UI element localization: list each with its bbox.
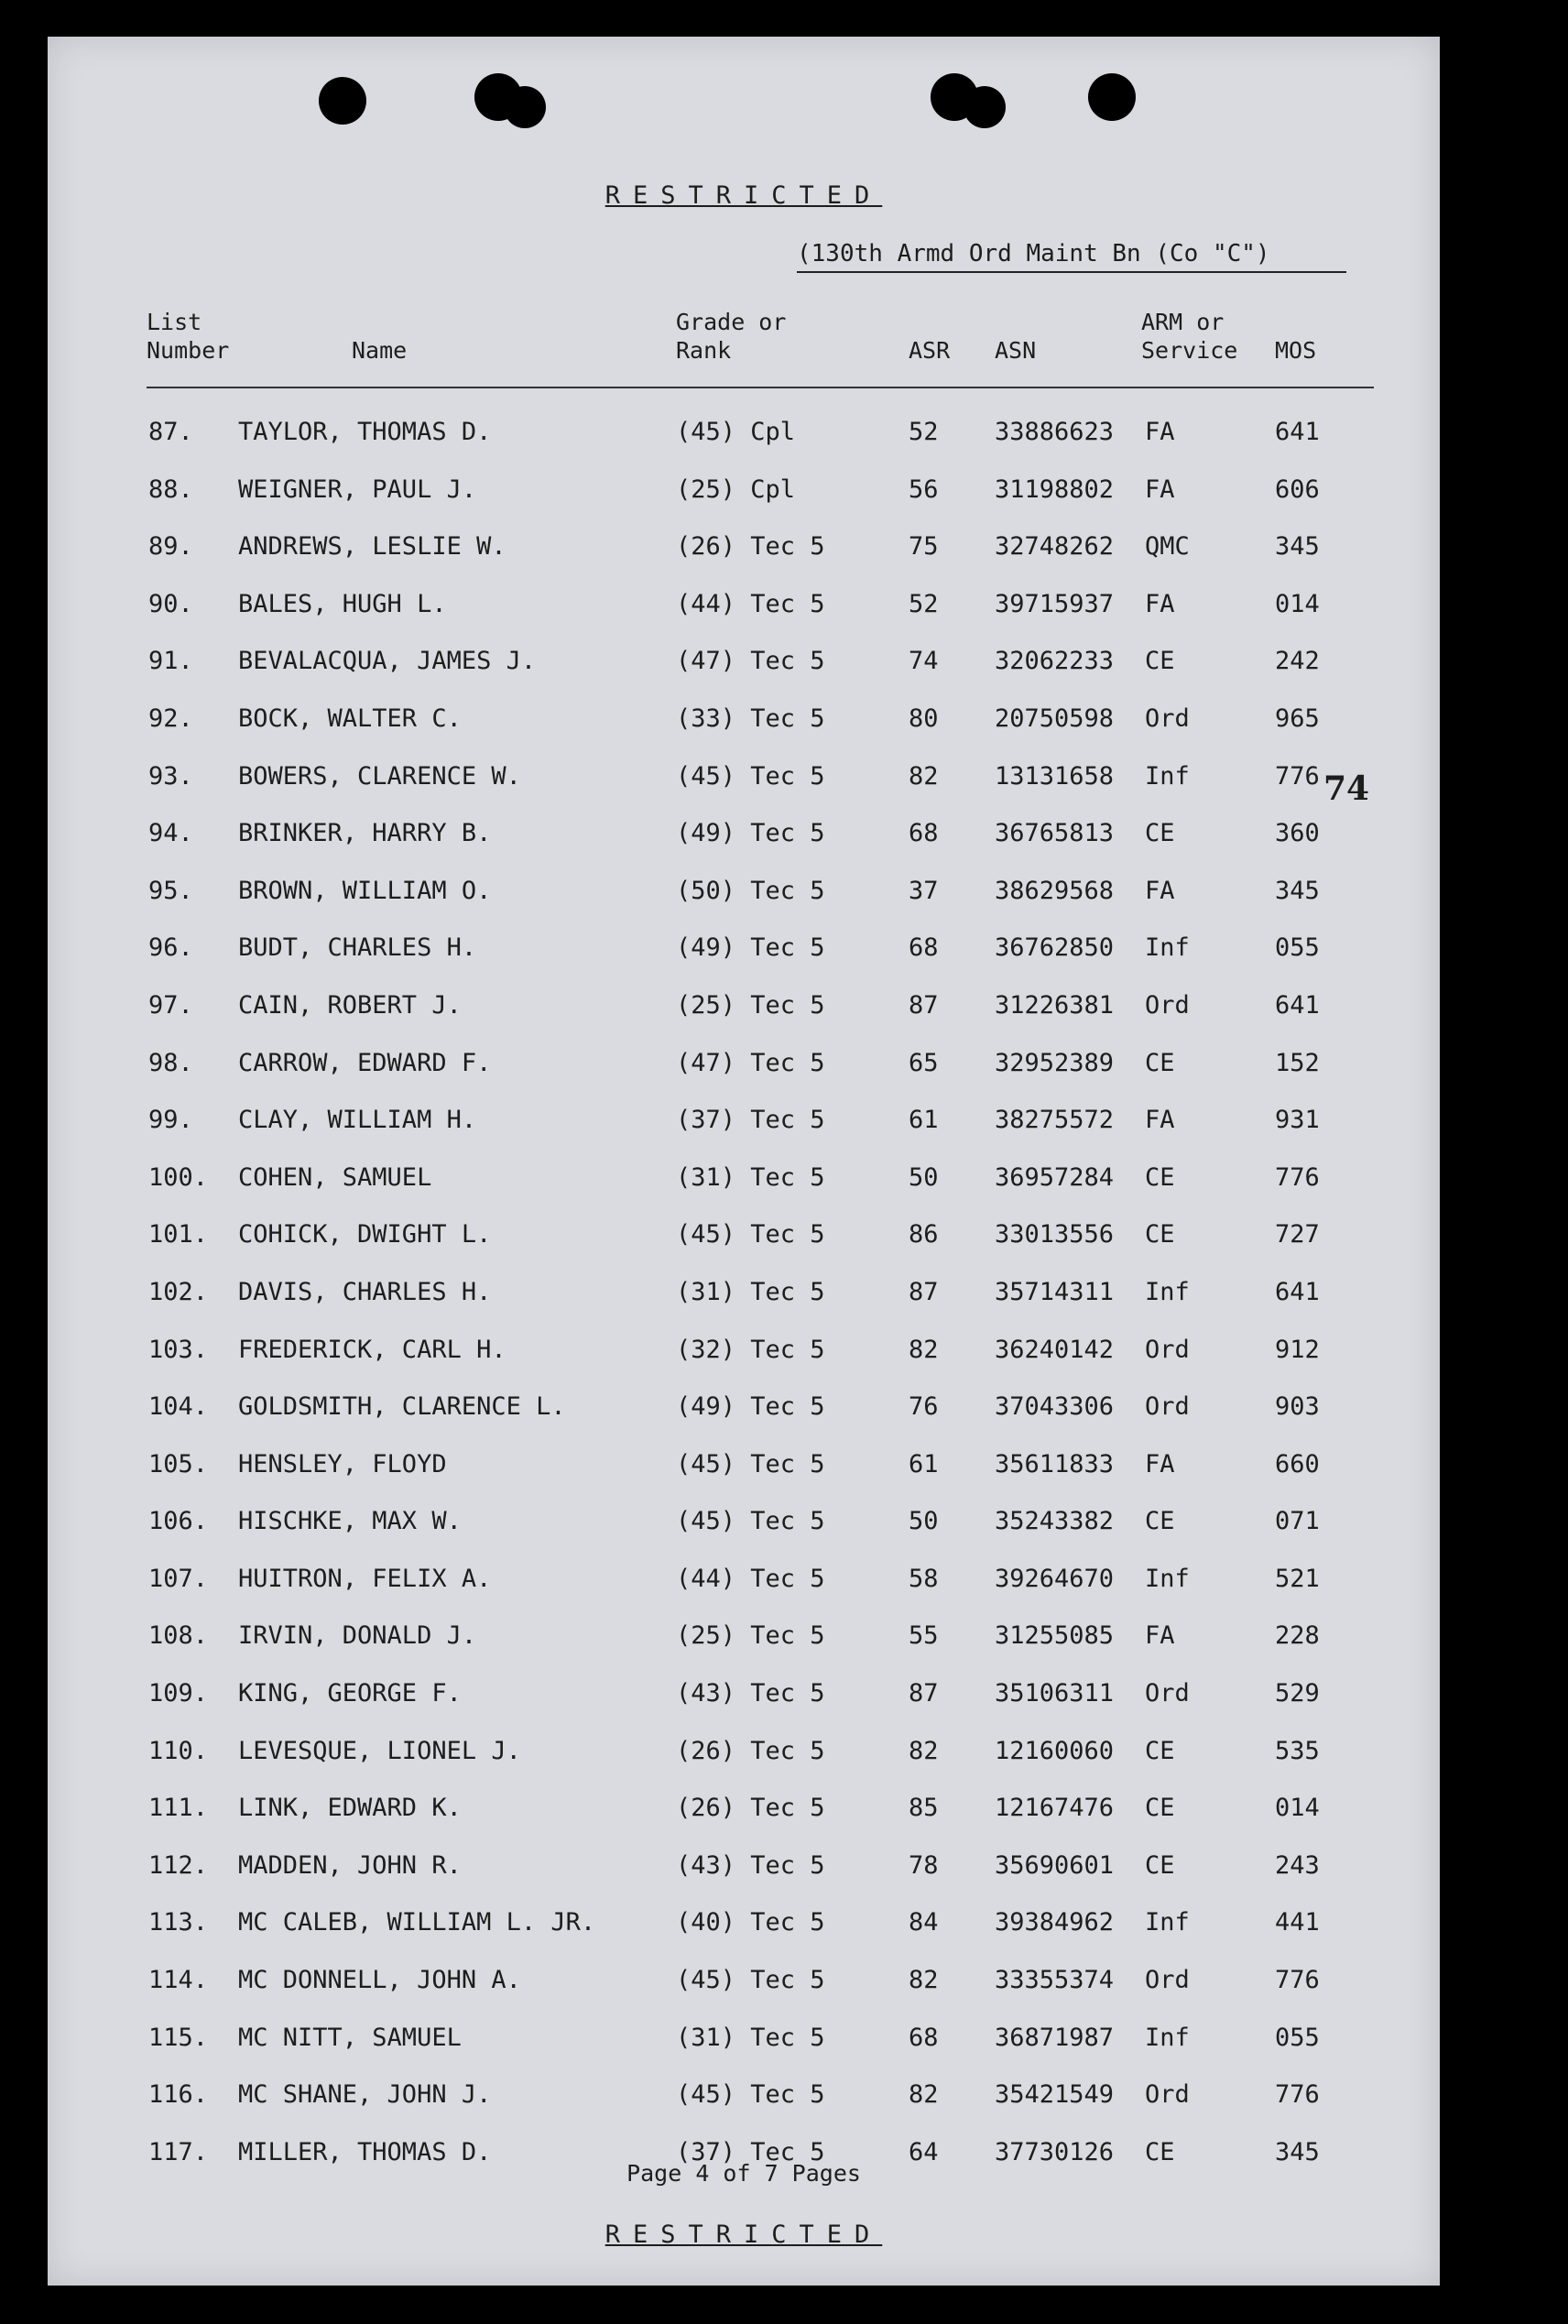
cell-mos: 345 bbox=[1275, 876, 1320, 905]
cell-grade: (40) Tec 5 bbox=[676, 1908, 825, 1937]
cell-asr: 68 bbox=[909, 933, 939, 963]
cell-grade: (43) Tec 5 bbox=[676, 1850, 825, 1880]
cell-asn: 36762850 bbox=[995, 933, 1115, 963]
cell-mos: 776 bbox=[1275, 1162, 1320, 1192]
cell-mos: 521 bbox=[1275, 1564, 1320, 1593]
cell-name: ANDREWS, LESLIE W. bbox=[238, 532, 506, 562]
header-arm: ARM or Service bbox=[1141, 309, 1238, 364]
cell-mos: 014 bbox=[1275, 1794, 1320, 1823]
cell-num: 97. bbox=[148, 990, 193, 1020]
cell-num: 90. bbox=[148, 589, 193, 618]
cell-arm: FA bbox=[1145, 475, 1175, 504]
cell-mos: 152 bbox=[1275, 1048, 1320, 1077]
cell-grade: (25) Tec 5 bbox=[676, 1621, 825, 1651]
table-row bbox=[48, 1844, 1440, 1902]
cell-arm: CE bbox=[1145, 1507, 1175, 1536]
header-list-number: List Number bbox=[147, 309, 230, 364]
cell-num: 108. bbox=[148, 1621, 209, 1651]
table-row bbox=[48, 1557, 1440, 1615]
cell-arm: CE bbox=[1145, 2137, 1175, 2166]
cell-mos: 606 bbox=[1275, 475, 1320, 504]
table-row bbox=[48, 697, 1440, 755]
cell-mos: 727 bbox=[1275, 1220, 1320, 1249]
document-page bbox=[48, 37, 1440, 2286]
cell-num: 115. bbox=[148, 2023, 209, 2052]
cell-mos: 641 bbox=[1275, 418, 1320, 446]
cell-grade: (44) Tec 5 bbox=[676, 589, 825, 618]
cell-asr: 82 bbox=[909, 2080, 939, 2110]
cell-grade: (31) Tec 5 bbox=[676, 2023, 825, 2052]
cell-asn: 36957284 bbox=[995, 1162, 1115, 1192]
cell-asr: 55 bbox=[909, 1621, 939, 1651]
punch-hole bbox=[1088, 73, 1136, 121]
cell-num: 112. bbox=[148, 1850, 209, 1880]
cell-arm: Inf bbox=[1145, 1908, 1190, 1937]
cell-asr: 64 bbox=[909, 2137, 939, 2166]
table-row bbox=[48, 755, 1440, 813]
cell-asn: 33355374 bbox=[995, 1966, 1115, 1995]
cell-num: 98. bbox=[148, 1048, 193, 1077]
cell-mos: 441 bbox=[1275, 1908, 1320, 1937]
cell-arm: FA bbox=[1145, 1621, 1175, 1651]
cell-name: COHEN, SAMUEL bbox=[238, 1162, 432, 1192]
cell-asn: 37730126 bbox=[995, 2137, 1115, 2166]
cell-mos: 776 bbox=[1275, 1966, 1320, 1995]
cell-asr: 74 bbox=[909, 647, 939, 676]
cell-asr: 84 bbox=[909, 1908, 939, 1937]
cell-grade: (45) Tec 5 bbox=[676, 1449, 825, 1478]
cell-name: MC CALEB, WILLIAM L. JR. bbox=[238, 1908, 596, 1937]
cell-asr: 50 bbox=[909, 1507, 939, 1536]
cell-asn: 32062233 bbox=[995, 647, 1115, 676]
cell-num: 87. bbox=[148, 418, 193, 446]
table-row bbox=[48, 2073, 1440, 2131]
cell-asn: 39384962 bbox=[995, 1908, 1115, 1937]
cell-grade: (45) Tec 5 bbox=[676, 1966, 825, 1995]
cell-arm: FA bbox=[1145, 418, 1175, 446]
cell-asn: 38629568 bbox=[995, 876, 1115, 905]
cell-grade: (33) Tec 5 bbox=[676, 704, 825, 733]
cell-arm: Inf bbox=[1145, 2023, 1190, 2052]
cell-asn: 20750598 bbox=[995, 704, 1115, 733]
cell-asn: 36240142 bbox=[995, 1335, 1115, 1364]
cell-name: MADDEN, JOHN R. bbox=[238, 1850, 462, 1880]
table-row bbox=[48, 639, 1440, 697]
table-row bbox=[48, 1098, 1440, 1156]
cell-asr: 82 bbox=[909, 761, 939, 791]
cell-asr: 56 bbox=[909, 475, 939, 504]
cell-mos: 071 bbox=[1275, 1507, 1320, 1536]
cell-name: MC NITT, SAMUEL bbox=[238, 2023, 462, 2052]
cell-arm: CE bbox=[1145, 647, 1175, 676]
table-row bbox=[48, 1042, 1440, 1099]
cell-name: BROWN, WILLIAM O. bbox=[238, 876, 492, 905]
cell-num: 102. bbox=[148, 1277, 209, 1306]
cell-asr: 78 bbox=[909, 1850, 939, 1880]
cell-arm: Ord bbox=[1145, 704, 1190, 733]
cell-asr: 61 bbox=[909, 1449, 939, 1478]
cell-grade: (26) Tec 5 bbox=[676, 1736, 825, 1765]
cell-asr: 52 bbox=[909, 589, 939, 618]
cell-num: 91. bbox=[148, 647, 193, 676]
cell-name: MC SHANE, JOHN J. bbox=[238, 2080, 492, 2110]
cell-mos: 055 bbox=[1275, 2023, 1320, 2052]
classification-footer: RESTRICTED bbox=[604, 2220, 883, 2249]
cell-name: MILLER, THOMAS D. bbox=[238, 2137, 492, 2166]
table-row bbox=[48, 1328, 1440, 1386]
cell-num: 89. bbox=[148, 532, 193, 562]
table-row bbox=[48, 1213, 1440, 1271]
cell-mos: 360 bbox=[1275, 819, 1320, 848]
table-row bbox=[48, 525, 1440, 583]
cell-num: 117. bbox=[148, 2137, 209, 2166]
cell-asn: 35106311 bbox=[995, 1679, 1115, 1708]
cell-asn: 12160060 bbox=[995, 1736, 1115, 1765]
cell-mos: 776 bbox=[1275, 2080, 1320, 2110]
cell-name: LINK, EDWARD K. bbox=[238, 1794, 462, 1823]
cell-asr: 82 bbox=[909, 1736, 939, 1765]
cell-asr: 52 bbox=[909, 418, 939, 446]
table-row bbox=[48, 1672, 1440, 1729]
cell-mos: 242 bbox=[1275, 647, 1320, 676]
cell-name: IRVIN, DONALD J. bbox=[238, 1621, 477, 1651]
cell-asr: 80 bbox=[909, 704, 939, 733]
cell-mos: 055 bbox=[1275, 933, 1320, 963]
table-row bbox=[48, 1958, 1440, 2016]
cell-mos: 243 bbox=[1275, 1850, 1320, 1880]
cell-asn: 35611833 bbox=[995, 1449, 1115, 1478]
cell-asn: 35421549 bbox=[995, 2080, 1115, 2110]
cell-num: 109. bbox=[148, 1679, 209, 1708]
cell-name: WEIGNER, PAUL J. bbox=[238, 475, 477, 504]
cell-grade: (45) Tec 5 bbox=[676, 1507, 825, 1536]
cell-grade: (25) Tec 5 bbox=[676, 990, 825, 1020]
cell-grade: (31) Tec 5 bbox=[676, 1277, 825, 1306]
cell-mos: 776 bbox=[1275, 761, 1320, 791]
cell-grade: (31) Tec 5 bbox=[676, 1162, 825, 1192]
cell-mos: 912 bbox=[1275, 1335, 1320, 1364]
cell-num: 88. bbox=[148, 475, 193, 504]
table-row bbox=[48, 2016, 1440, 2074]
cell-arm: CE bbox=[1145, 1850, 1175, 1880]
cell-num: 111. bbox=[148, 1794, 209, 1823]
cell-asr: 86 bbox=[909, 1220, 939, 1249]
cell-name: BOWERS, CLARENCE W. bbox=[238, 761, 521, 791]
cell-arm: CE bbox=[1145, 819, 1175, 848]
cell-grade: (49) Tec 5 bbox=[676, 819, 825, 848]
cell-mos: 014 bbox=[1275, 589, 1320, 618]
cell-asr: 65 bbox=[909, 1048, 939, 1077]
cell-mos: 965 bbox=[1275, 704, 1320, 733]
cell-mos: 228 bbox=[1275, 1621, 1320, 1651]
cell-arm: Inf bbox=[1145, 761, 1190, 791]
cell-asr: 85 bbox=[909, 1794, 939, 1823]
cell-name: DAVIS, CHARLES H. bbox=[238, 1277, 492, 1306]
cell-arm: Ord bbox=[1145, 1679, 1190, 1708]
cell-name: HENSLEY, FLOYD bbox=[238, 1449, 447, 1478]
cell-asn: 36765813 bbox=[995, 819, 1115, 848]
cell-asn: 31255085 bbox=[995, 1621, 1115, 1651]
cell-arm: FA bbox=[1145, 876, 1175, 905]
cell-num: 105. bbox=[148, 1449, 209, 1478]
cell-asr: 61 bbox=[909, 1106, 939, 1135]
header-grade: Grade or Rank bbox=[676, 309, 787, 364]
cell-asr: 50 bbox=[909, 1162, 939, 1192]
cell-name: CARROW, EDWARD F. bbox=[238, 1048, 492, 1077]
cell-arm: FA bbox=[1145, 1106, 1175, 1135]
cell-name: BRINKER, HARRY B. bbox=[238, 819, 492, 848]
cell-num: 93. bbox=[148, 761, 193, 791]
cell-name: FREDERICK, CARL H. bbox=[238, 1335, 506, 1364]
cell-num: 99. bbox=[148, 1106, 193, 1135]
table-row bbox=[48, 1156, 1440, 1214]
cell-asr: 82 bbox=[909, 1966, 939, 1995]
cell-asr: 82 bbox=[909, 1335, 939, 1364]
table-row bbox=[48, 1271, 1440, 1328]
cell-grade: (47) Tec 5 bbox=[676, 1048, 825, 1077]
cell-name: KING, GEORGE F. bbox=[238, 1679, 462, 1708]
cell-mos: 641 bbox=[1275, 990, 1320, 1020]
cell-grade: (25) Cpl bbox=[676, 475, 796, 504]
cell-grade: (26) Tec 5 bbox=[676, 532, 825, 562]
cell-name: BUDT, CHARLES H. bbox=[238, 933, 477, 963]
cell-num: 110. bbox=[148, 1736, 209, 1765]
cell-mos: 931 bbox=[1275, 1106, 1320, 1135]
cell-grade: (49) Tec 5 bbox=[676, 933, 825, 963]
cell-num: 114. bbox=[148, 1966, 209, 1995]
cell-arm: Ord bbox=[1145, 990, 1190, 1020]
cell-asn: 33886623 bbox=[995, 418, 1115, 446]
table-row bbox=[48, 926, 1440, 984]
punch-hole bbox=[319, 77, 366, 125]
cell-mos: 641 bbox=[1275, 1277, 1320, 1306]
cell-mos: 660 bbox=[1275, 1449, 1320, 1478]
personnel-table bbox=[48, 410, 1440, 2188]
cell-arm: Inf bbox=[1145, 933, 1190, 963]
table-row bbox=[48, 1901, 1440, 1958]
cell-num: 100. bbox=[148, 1162, 209, 1192]
cell-asr: 68 bbox=[909, 819, 939, 848]
cell-name: MC DONNELL, JOHN A. bbox=[238, 1966, 521, 1995]
cell-asr: 87 bbox=[909, 1679, 939, 1708]
cell-arm: Ord bbox=[1145, 1335, 1190, 1364]
punch-hole bbox=[504, 86, 546, 128]
cell-asn: 35690601 bbox=[995, 1850, 1115, 1880]
punch-hole bbox=[964, 86, 1006, 128]
header-asn: ASN bbox=[995, 337, 1037, 364]
table-row bbox=[48, 410, 1440, 468]
table-row bbox=[48, 468, 1440, 526]
table-row bbox=[48, 583, 1440, 640]
classification-header: RESTRICTED bbox=[604, 181, 883, 210]
cell-grade: (26) Tec 5 bbox=[676, 1794, 825, 1823]
cell-mos: 345 bbox=[1275, 532, 1320, 562]
cell-arm: Ord bbox=[1145, 1966, 1190, 1995]
cell-name: COHICK, DWIGHT L. bbox=[238, 1220, 492, 1249]
cell-num: 107. bbox=[148, 1564, 209, 1593]
cell-grade: (45) Tec 5 bbox=[676, 2080, 825, 2110]
cell-arm: CE bbox=[1145, 1048, 1175, 1077]
cell-arm: Ord bbox=[1145, 1392, 1190, 1422]
cell-grade: (45) Cpl bbox=[676, 418, 796, 446]
cell-name: HUITRON, FELIX A. bbox=[238, 1564, 492, 1593]
cell-mos: 903 bbox=[1275, 1392, 1320, 1422]
cell-grade: (37) Tec 5 bbox=[676, 2137, 825, 2166]
table-row bbox=[48, 1729, 1440, 1787]
cell-asn: 36871987 bbox=[995, 2023, 1115, 2052]
cell-asn: 13131658 bbox=[995, 761, 1115, 791]
handwritten-mos-note: 74 bbox=[1323, 769, 1370, 808]
cell-asr: 87 bbox=[909, 990, 939, 1020]
table-row bbox=[48, 1786, 1440, 1844]
header-asr: ASR bbox=[909, 337, 951, 364]
cell-num: 113. bbox=[148, 1908, 209, 1937]
cell-asr: 75 bbox=[909, 532, 939, 562]
cell-num: 104. bbox=[148, 1392, 209, 1422]
header-mos: MOS bbox=[1275, 337, 1317, 364]
cell-asr: 37 bbox=[909, 876, 939, 905]
cell-asn: 37043306 bbox=[995, 1392, 1115, 1422]
cell-grade: (49) Tec 5 bbox=[676, 1392, 825, 1422]
cell-asn: 38275572 bbox=[995, 1106, 1115, 1135]
unit-designation: (130th Armd Ord Maint Bn (Co "C") bbox=[797, 240, 1346, 273]
cell-arm: CE bbox=[1145, 1162, 1175, 1192]
cell-name: BEVALACQUA, JAMES J. bbox=[238, 647, 537, 676]
cell-num: 95. bbox=[148, 876, 193, 905]
cell-name: CLAY, WILLIAM H. bbox=[238, 1106, 477, 1135]
cell-num: 116. bbox=[148, 2080, 209, 2110]
cell-grade: (50) Tec 5 bbox=[676, 876, 825, 905]
cell-asn: 35714311 bbox=[995, 1277, 1115, 1306]
cell-asn: 33013556 bbox=[995, 1220, 1115, 1249]
table-row bbox=[48, 1385, 1440, 1443]
cell-asn: 35243382 bbox=[995, 1507, 1115, 1536]
header-name: Name bbox=[352, 337, 408, 364]
cell-asn: 39264670 bbox=[995, 1564, 1115, 1593]
page-indicator: Page 4 of 7 Pages bbox=[626, 2160, 861, 2187]
cell-name: CAIN, ROBERT J. bbox=[238, 990, 462, 1020]
cell-num: 92. bbox=[148, 704, 193, 733]
cell-num: 96. bbox=[148, 933, 193, 963]
cell-name: GOLDSMITH, CLARENCE L. bbox=[238, 1392, 566, 1422]
cell-mos: 529 bbox=[1275, 1679, 1320, 1708]
cell-grade: (37) Tec 5 bbox=[676, 1106, 825, 1135]
cell-asn: 39715937 bbox=[995, 589, 1115, 618]
table-row bbox=[48, 812, 1440, 869]
cell-grade: (47) Tec 5 bbox=[676, 647, 825, 676]
table-row bbox=[48, 1614, 1440, 1672]
cell-num: 106. bbox=[148, 1507, 209, 1536]
cell-arm: FA bbox=[1145, 589, 1175, 618]
cell-num: 101. bbox=[148, 1220, 209, 1249]
cell-grade: (44) Tec 5 bbox=[676, 1564, 825, 1593]
cell-arm: CE bbox=[1145, 1736, 1175, 1765]
cell-arm: Ord bbox=[1145, 2080, 1190, 2110]
cell-asn: 31226381 bbox=[995, 990, 1115, 1020]
cell-asn: 31198802 bbox=[995, 475, 1115, 504]
table-row bbox=[48, 1500, 1440, 1557]
cell-grade: (43) Tec 5 bbox=[676, 1679, 825, 1708]
cell-asr: 58 bbox=[909, 1564, 939, 1593]
table-row bbox=[48, 869, 1440, 927]
cell-mos: 535 bbox=[1275, 1736, 1320, 1765]
cell-name: TAYLOR, THOMAS D. bbox=[238, 418, 492, 446]
cell-arm: Inf bbox=[1145, 1277, 1190, 1306]
cell-asn: 32748262 bbox=[995, 532, 1115, 562]
cell-name: HISCHKE, MAX W. bbox=[238, 1507, 462, 1536]
cell-asr: 87 bbox=[909, 1277, 939, 1306]
cell-name: LEVESQUE, LIONEL J. bbox=[238, 1736, 521, 1765]
cell-asn: 32952389 bbox=[995, 1048, 1115, 1077]
cell-mos: 345 bbox=[1275, 2137, 1320, 2166]
cell-arm: FA bbox=[1145, 1449, 1175, 1478]
cell-grade: (45) Tec 5 bbox=[676, 1220, 825, 1249]
cell-arm: CE bbox=[1145, 1794, 1175, 1823]
cell-num: 103. bbox=[148, 1335, 209, 1364]
cell-arm: CE bbox=[1145, 1220, 1175, 1249]
header-rule bbox=[147, 387, 1374, 388]
cell-name: BOCK, WALTER C. bbox=[238, 704, 462, 733]
table-row bbox=[48, 1443, 1440, 1500]
cell-asn: 12167476 bbox=[995, 1794, 1115, 1823]
cell-arm: Inf bbox=[1145, 1564, 1190, 1593]
cell-grade: (45) Tec 5 bbox=[676, 761, 825, 791]
table-row bbox=[48, 984, 1440, 1042]
cell-asr: 68 bbox=[909, 2023, 939, 2052]
cell-name: BALES, HUGH L. bbox=[238, 589, 447, 618]
cell-num: 94. bbox=[148, 819, 193, 848]
cell-asr: 76 bbox=[909, 1392, 939, 1422]
cell-grade: (32) Tec 5 bbox=[676, 1335, 825, 1364]
cell-arm: QMC bbox=[1145, 532, 1190, 562]
